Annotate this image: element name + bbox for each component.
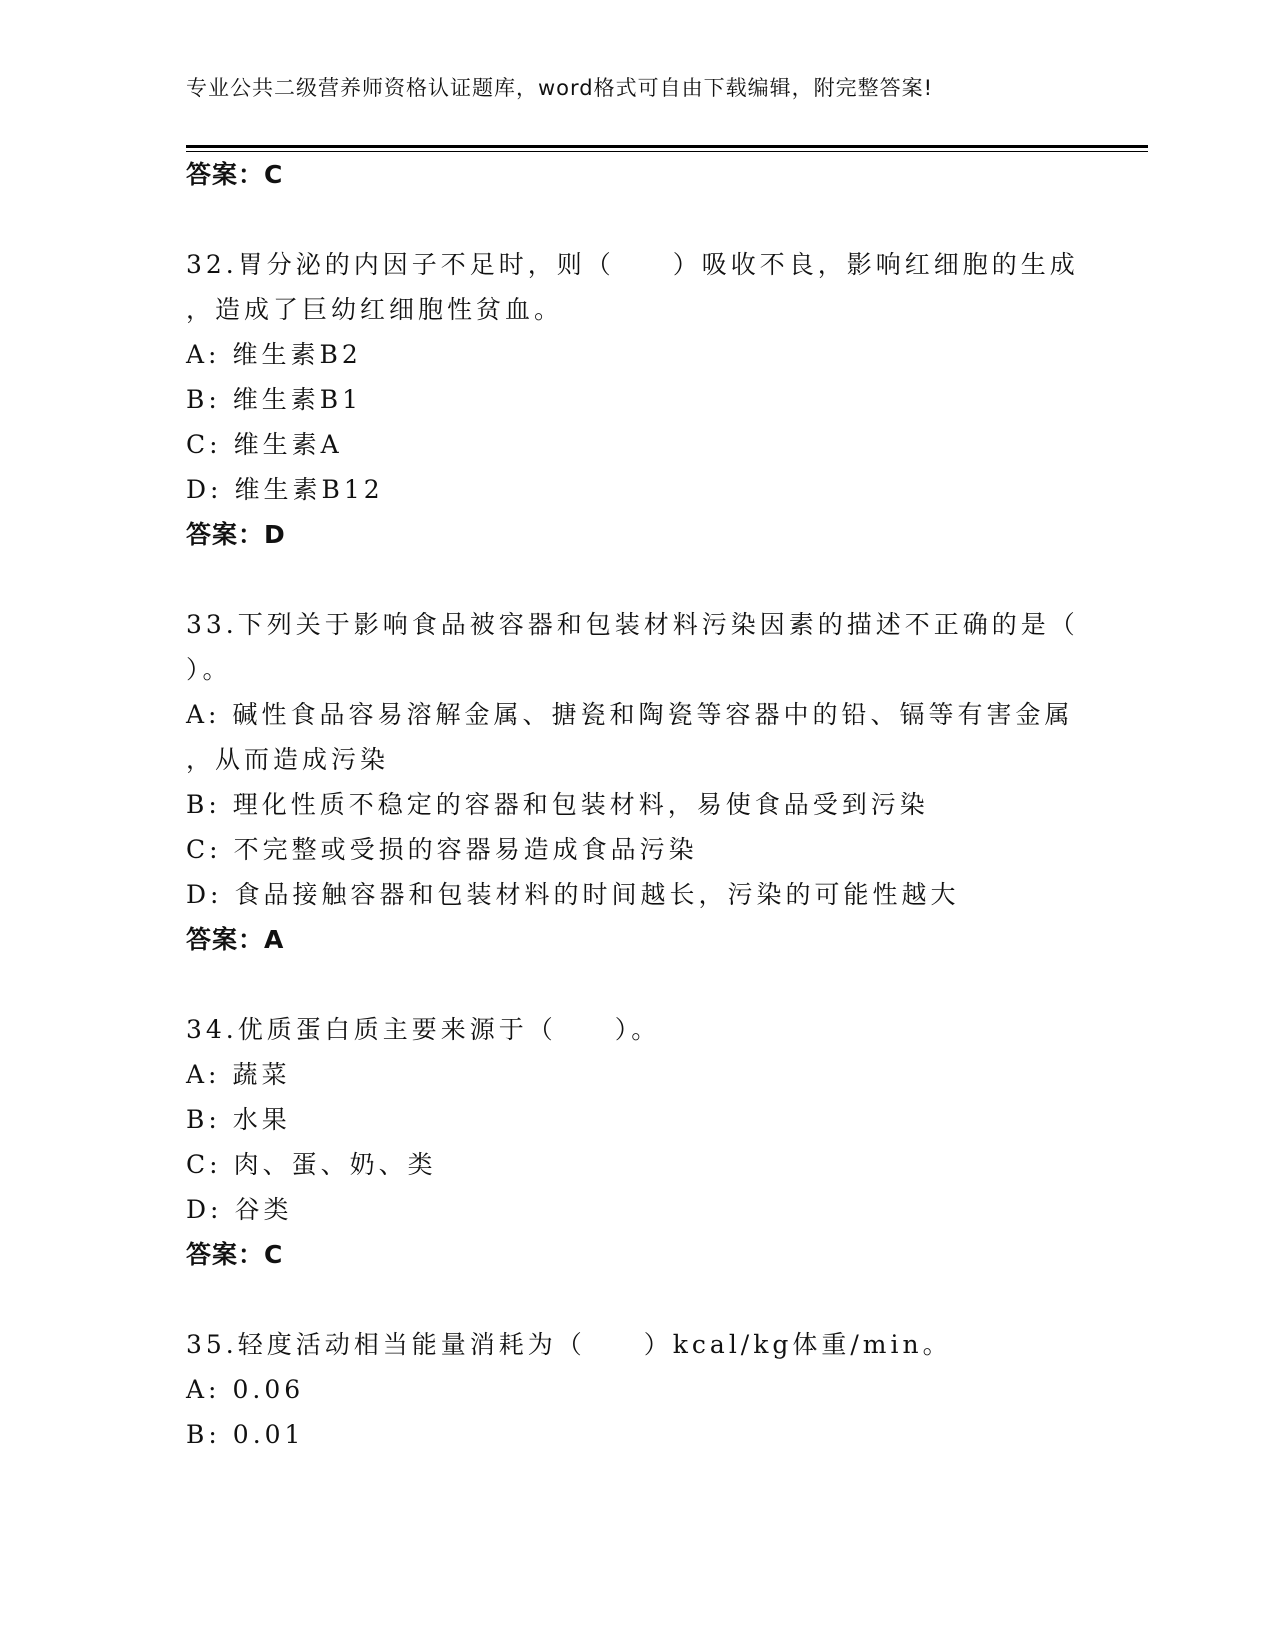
option-text: 肉、蛋、奶、类 xyxy=(233,1150,437,1179)
option-text: 不完整或受损的容器易造成食品污染 xyxy=(233,835,698,864)
option-text: 理化性质不稳定的容器和包装材料，易使食品受到污染 xyxy=(232,790,929,819)
option-label: A: xyxy=(186,700,221,729)
option-text: 维生素B1 xyxy=(232,385,363,414)
option-text: 水果 xyxy=(232,1105,291,1134)
option-label: A: xyxy=(186,1375,221,1404)
option-text: 维生素B12 xyxy=(234,475,384,504)
option-a xyxy=(186,692,1086,737)
answer-line: 答案：D xyxy=(186,520,286,549)
question-block xyxy=(186,602,1086,962)
option-b xyxy=(186,1097,1086,1142)
question-block xyxy=(186,1322,1086,1457)
header-rule-thick xyxy=(186,145,1148,148)
option-label: A: xyxy=(186,1060,221,1089)
option-label: B: xyxy=(186,1105,221,1134)
question-text: 32.胃分泌的内因子不足时，则（ ）吸收不良，影响红细胞的生成 xyxy=(186,250,1079,279)
option-text: 蔬菜 xyxy=(232,1060,291,1089)
option-b xyxy=(186,782,1086,827)
option-text: 食品接触容器和包装材料的时间越长，污染的可能性越大 xyxy=(234,880,960,909)
question-text: 35.轻度活动相当能量消耗为（ ）kcal/kg体重/min。 xyxy=(186,1330,952,1359)
question-text: ）。 xyxy=(186,655,232,684)
question-block xyxy=(186,1007,1086,1277)
spacer xyxy=(186,197,1086,242)
question-text: 34.优质蛋白质主要来源于（ ）。 xyxy=(186,1015,661,1044)
spacer xyxy=(186,962,1086,1007)
option-text: 维生素B2 xyxy=(232,340,362,369)
option-b xyxy=(186,377,1086,422)
question-text: ，造成了巨幼红细胞性贫血。 xyxy=(186,295,564,324)
option-label: D: xyxy=(186,880,223,909)
answer-line: 答案：C xyxy=(186,1240,284,1269)
option-a xyxy=(186,1052,1086,1097)
option-label: B: xyxy=(186,790,221,819)
question-list xyxy=(186,152,1086,1457)
spacer xyxy=(186,557,1086,602)
answer-line: 答案：C xyxy=(186,160,284,189)
option-a xyxy=(186,1367,1086,1412)
page-header: 专业公共二级营养师资格认证题库，word格式可自由下载编辑，附完整答案! xyxy=(186,76,934,100)
option-label: D: xyxy=(186,475,223,504)
option-label: B: xyxy=(186,385,221,414)
option-c xyxy=(186,422,1086,467)
option-text: 碱性食品容易溶解金属、搪瓷和陶瓷等容器中的铅、镉等有害金属 xyxy=(232,700,1074,729)
option-text: 0.06 xyxy=(232,1375,305,1404)
option-d xyxy=(186,467,1086,512)
option-label: C: xyxy=(186,1150,222,1179)
option-label: A: xyxy=(186,340,221,369)
option-text: 维生素A xyxy=(233,430,343,459)
option-a xyxy=(186,332,1086,377)
option-a-continuation: ，从而造成污染 xyxy=(186,745,390,774)
option-d xyxy=(186,1187,1086,1232)
option-label: B: xyxy=(186,1420,221,1449)
option-b xyxy=(186,1412,1086,1457)
question-block xyxy=(186,242,1086,557)
option-text: 谷类 xyxy=(234,1195,293,1224)
option-c xyxy=(186,1142,1086,1187)
option-c xyxy=(186,827,1086,872)
option-label: D: xyxy=(186,1195,223,1224)
option-d xyxy=(186,872,1086,917)
option-label: C: xyxy=(186,430,222,459)
answer-line: 答案：A xyxy=(186,925,285,954)
question-text: 33.下列关于影响食品被容器和包装材料污染因素的描述不正确的是（ xyxy=(186,610,1079,639)
spacer xyxy=(186,1277,1086,1322)
option-label: C: xyxy=(186,835,222,864)
option-text: 0.01 xyxy=(232,1420,305,1449)
